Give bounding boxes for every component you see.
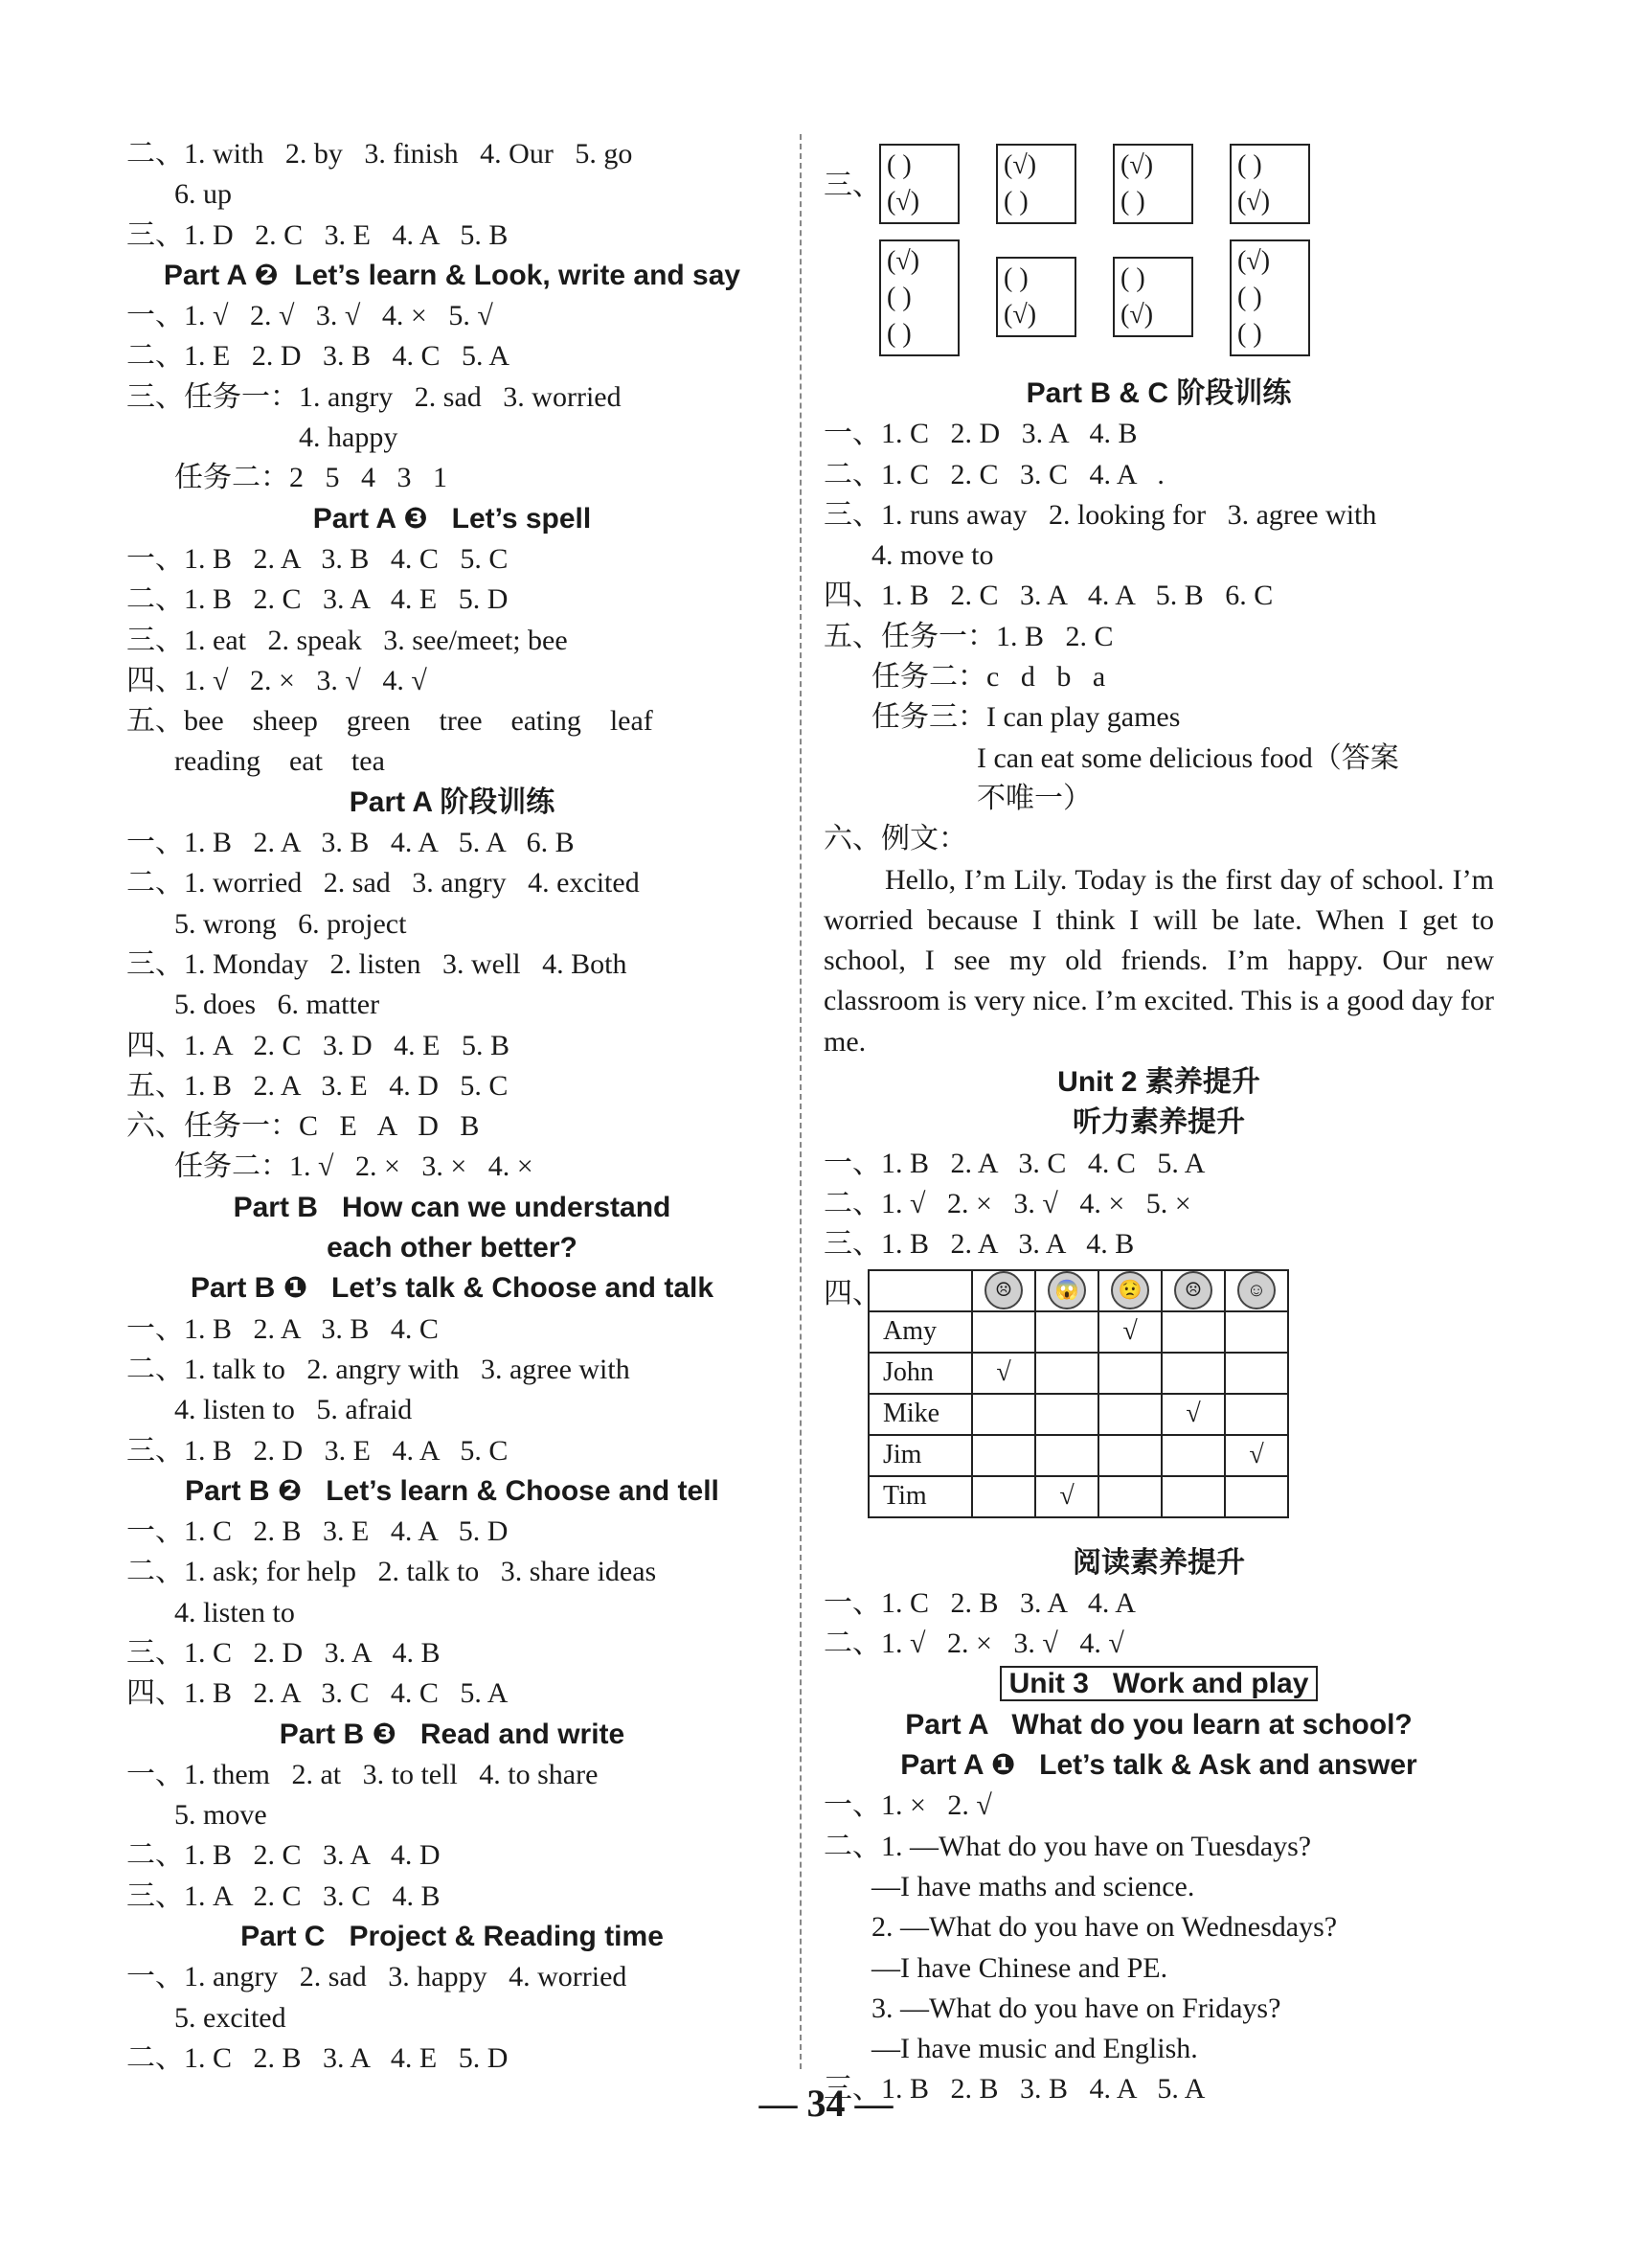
mark-cell xyxy=(1162,1311,1225,1353)
mark-cell xyxy=(1098,1435,1162,1476)
box-mark: ( ) xyxy=(1120,263,1145,293)
mark-cell xyxy=(1098,1394,1162,1435)
worried-face-icon: 😟 xyxy=(1111,1271,1149,1309)
mark-cell xyxy=(1035,1435,1098,1476)
mark-cell: √ xyxy=(1098,1311,1162,1353)
answer-line: 二、1. √ 2. × 3. √ 4. √ xyxy=(824,1628,1124,1660)
table-row xyxy=(869,1476,1288,1517)
essay-label: 六、例文： xyxy=(824,823,967,855)
section-heading: Part B ❶ Let’s talk & Choose and talk xyxy=(190,1272,714,1305)
section-heading: Part B ❷ Let’s learn & Choose and tell xyxy=(185,1474,719,1507)
answer-line: 6. up xyxy=(174,178,232,211)
answer-line: 三、任务一：1. angry 2. sad 3. worried xyxy=(126,380,622,413)
answer-line: 三、1. D 2. C 3. E 4. A 5. B xyxy=(126,218,509,251)
right-bottom-block xyxy=(824,1543,1494,2110)
answer-line: 任务三：I can play games xyxy=(871,701,1181,734)
box-mark: (√) xyxy=(887,246,920,276)
answer-line: —I have music and English. xyxy=(871,2033,1198,2065)
mark-cell xyxy=(1098,1353,1162,1394)
right-top-block xyxy=(824,374,1494,739)
answer-line: 5. wrong 6. project xyxy=(174,907,407,940)
answer-line: 五、bee sheep green tree eating leaf xyxy=(126,705,653,738)
box-mark: ( ) xyxy=(1004,187,1029,216)
answer-line: 4. listen to xyxy=(174,1596,295,1628)
answer-line: 二、1. B 2. C 3. A 4. D xyxy=(126,1839,441,1872)
box-mark: (√) xyxy=(1004,300,1037,330)
answer-line: 二、1. ask; for help 2. talk to 3. share ideas xyxy=(126,1556,657,1588)
section-heading: Part A What do you learn at school? xyxy=(905,1708,1413,1741)
answer-line: 二、1. C 2. C 3. C 4. A . xyxy=(824,458,1165,490)
answer-line: reading eat tea xyxy=(174,745,385,778)
answer-line: 二、1. B 2. C 3. A 4. E 5. D xyxy=(126,583,509,616)
answer-line: 二、1. E 2. D 3. B 4. C 5. A xyxy=(126,340,510,373)
column-divider xyxy=(800,134,802,2069)
face-header-cell xyxy=(972,1270,1035,1311)
box-mark: ( ) xyxy=(1237,150,1262,180)
box-mark: ( ) xyxy=(1120,187,1145,216)
mark-cell: √ xyxy=(972,1353,1035,1394)
answer-box xyxy=(1230,144,1310,224)
answer-line: 二、1. √ 2. × 3. √ 4. × 5. × xyxy=(824,1187,1191,1219)
student-name: Jim xyxy=(869,1435,972,1476)
left-column xyxy=(126,134,778,2079)
answer-line: 5. move xyxy=(174,1799,267,1832)
answer-box xyxy=(879,239,960,356)
section-heading: 阅读素养提升 xyxy=(1073,1546,1245,1579)
answer-line: 一、1. angry 2. sad 3. happy 4. worried xyxy=(126,1961,627,1993)
answer-line: 三、1. B 2. A 3. A 4. B xyxy=(824,1228,1135,1261)
answer-line: 四、1. B 2. C 3. A 4. A 5. B 6. C xyxy=(824,580,1274,612)
mark-cell xyxy=(1225,1353,1288,1394)
answer-line: —I have Chinese and PE. xyxy=(871,1951,1168,1984)
box-mark: ( ) xyxy=(887,319,912,349)
answer-line: 三、1. B 2. D 3. E 4. A 5. C xyxy=(126,1434,509,1467)
answer-line: 一、1. B 2. A 3. B 4. A 5. A 6. B xyxy=(126,827,575,859)
answer-line: 二、1. talk to 2. angry with 3. agree with xyxy=(126,1353,630,1385)
mark-cell xyxy=(1098,1476,1162,1517)
answer-box xyxy=(996,257,1076,337)
answer-line: 三、1. A 2. C 3. C 4. B xyxy=(126,1879,441,1912)
answer-line: 4. happy xyxy=(299,421,398,454)
answer-line: 一、1. B 2. A 3. C 4. C 5. A xyxy=(824,1147,1206,1179)
answer-line: 三、1. Monday 2. listen 3. well 4. Both xyxy=(126,947,627,980)
emotion-table xyxy=(868,1269,1289,1518)
answer-line: 三、1. runs away 2. looking for 3. agree with xyxy=(824,498,1377,531)
answer-line: 一、1. B 2. A 3. B 4. C 5. C xyxy=(126,542,509,575)
mark-cell xyxy=(1225,1394,1288,1435)
essay-paragraph: Hello, I’m Lily. Today is the first day of school. I’m worried because I think I will be late. When I get to school, I see my old friends. I’m happy. Our new classroom is very nice. I’m excited. This is a good day for me. xyxy=(824,863,1494,1058)
mark-cell xyxy=(1225,1476,1288,1517)
boxes-label: 三、 xyxy=(824,170,881,201)
face-header-cell xyxy=(1225,1270,1288,1311)
answer-line: 5. does 6. matter xyxy=(174,989,380,1021)
mark-cell xyxy=(972,1311,1035,1353)
answer-line: 3. —What do you have on Fridays? xyxy=(871,1992,1281,2024)
table-row xyxy=(869,1394,1288,1435)
answer-box xyxy=(879,144,960,224)
happy-face-icon: ☺ xyxy=(1237,1271,1276,1309)
answer-line: 不唯一） xyxy=(977,782,1092,814)
student-name: John xyxy=(869,1353,972,1394)
sad-face-icon: ☹ xyxy=(984,1271,1023,1309)
answer-line: 三、1. eat 2. speak 3. see/meet; bee xyxy=(126,624,568,656)
answer-box xyxy=(1113,144,1193,224)
student-name: Amy xyxy=(869,1311,972,1353)
answer-line: 二、1. —What do you have on Tuesdays? xyxy=(824,1830,1312,1862)
mark-cell: √ xyxy=(1225,1435,1288,1476)
emotion-table-section xyxy=(824,1265,1494,1543)
answer-line: 任务二：c d b a xyxy=(871,661,1106,694)
mark-cell xyxy=(972,1435,1035,1476)
answer-line: 一、1. C 2. D 3. A 4. B xyxy=(824,418,1138,450)
section-heading: Part A ❷ Let’s learn & Look, write and say xyxy=(163,259,741,291)
checkbox-answer-grid xyxy=(824,134,1494,374)
section-heading: Part B ❸ Read and write xyxy=(279,1718,625,1750)
mark-cell xyxy=(1035,1353,1098,1394)
answer-line: 一、1. √ 2. √ 3. √ 4. × 5. √ xyxy=(126,300,493,332)
face-header-cell xyxy=(1035,1270,1098,1311)
answer-line: 一、1. C 2. B 3. A 4. A xyxy=(824,1586,1136,1619)
answer-line: 任务二：1. √ 2. × 3. × 4. × xyxy=(174,1150,533,1183)
box-mark: (√) xyxy=(1120,300,1154,330)
answer-line: 一、1. B 2. A 3. B 4. C xyxy=(126,1312,439,1345)
right-column xyxy=(824,134,1494,2110)
box-mark: ( ) xyxy=(887,283,912,312)
box-mark: ( ) xyxy=(887,150,912,180)
answer-line: 一、1. × 2. √ xyxy=(824,1789,992,1822)
answer-line: 二、1. with 2. by 3. finish 4. Our 5. go xyxy=(126,138,633,170)
mark-cell xyxy=(1035,1394,1098,1435)
unhappy-face-icon: ☹ xyxy=(1174,1271,1212,1309)
right-mid-block xyxy=(824,1062,1494,1264)
answer-line: 五、1. B 2. A 3. E 4. D 5. C xyxy=(126,1069,509,1102)
section-heading: Part A ❸ Let’s spell xyxy=(312,502,592,535)
header-empty-cell xyxy=(869,1270,972,1311)
answer-line: 三、1. B 2. B 3. B 4. A 5. A xyxy=(824,2073,1206,2106)
scared-face-icon: 😱 xyxy=(1048,1271,1086,1309)
answer-line: 六、任务一：C E A D B xyxy=(126,1110,480,1143)
answer-line: 2. —What do you have on Wednesdays? xyxy=(871,1911,1338,1944)
answer-line: 任务二：2 5 4 3 1 xyxy=(174,462,447,494)
answer-line: 一、1. C 2. B 3. E 4. A 5. D xyxy=(126,1515,509,1548)
answer-line: 五、任务一：1. B 2. C xyxy=(824,620,1114,652)
answer-line: 5. excited xyxy=(174,2001,286,2034)
box-mark: ( ) xyxy=(1004,263,1029,293)
mark-cell xyxy=(972,1476,1035,1517)
answer-box xyxy=(1113,257,1193,337)
box-mark: (√) xyxy=(1237,246,1271,276)
student-name: Mike xyxy=(869,1394,972,1435)
table-row xyxy=(869,1435,1288,1476)
section-heading: Unit 2 素养提升 xyxy=(1057,1066,1260,1099)
mark-cell xyxy=(1162,1353,1225,1394)
box-mark: (√) xyxy=(1004,150,1037,180)
answer-line: —I have maths and science. xyxy=(871,1870,1195,1902)
section-heading: each other better? xyxy=(327,1232,577,1264)
section-heading: Part A ❶ Let’s talk & Ask and answer xyxy=(900,1749,1417,1782)
box-mark: ( ) xyxy=(1237,319,1262,349)
answer-line: 二、1. worried 2. sad 3. angry 4. excited xyxy=(126,867,640,899)
answer-line: 一、1. them 2. at 3. to tell 4. to share xyxy=(126,1758,599,1790)
answer-line: 三、1. C 2. D 3. A 4. B xyxy=(126,1636,441,1669)
section-heading: Part B & C 阶段训练 xyxy=(1026,377,1292,409)
answer-box xyxy=(996,144,1076,224)
unit-title xyxy=(824,1664,1494,1704)
box-mark: (√) xyxy=(1237,187,1271,216)
mark-cell xyxy=(1035,1311,1098,1353)
table-row xyxy=(869,1353,1288,1394)
answer-line: 4. move to xyxy=(871,539,994,572)
section-heading: Part A 阶段训练 xyxy=(349,785,555,818)
mark-cell xyxy=(1162,1476,1225,1517)
section-heading: Part C Project & Reading time xyxy=(240,1921,664,1953)
answer-line: 二、1. C 2. B 3. A 4. E 5. D xyxy=(126,2041,509,2074)
mark-cell xyxy=(972,1394,1035,1435)
unit-title-text: Unit 3 Work and play xyxy=(1000,1666,1319,1701)
page-number: — 34 — xyxy=(758,2082,894,2125)
section-heading: 听力素养提升 xyxy=(1073,1106,1245,1139)
answer-line: 4. listen to 5. afraid xyxy=(174,1394,413,1426)
mark-cell: √ xyxy=(1035,1476,1098,1517)
answer-line: 四、1. √ 2. × 3. √ 4. √ xyxy=(126,664,427,696)
answer-box xyxy=(1230,239,1310,356)
answer-line: 四、1. B 2. A 3. C 4. C 5. A xyxy=(126,1677,509,1710)
mark-cell xyxy=(1225,1311,1288,1353)
box-mark: (√) xyxy=(887,187,920,216)
answer-line: I can eat some delicious food（答案 xyxy=(977,741,1399,774)
mark-cell: √ xyxy=(1162,1394,1225,1435)
table-row xyxy=(869,1311,1288,1353)
mark-cell xyxy=(1162,1435,1225,1476)
face-header-cell xyxy=(1162,1270,1225,1311)
table-label: 四、 xyxy=(824,1277,881,1309)
face-header-cell xyxy=(1098,1270,1162,1311)
box-mark: (√) xyxy=(1120,150,1154,180)
answer-line: 四、1. A 2. C 3. D 4. E 5. B xyxy=(126,1029,510,1061)
section-heading: Part B How can we understand xyxy=(233,1191,671,1223)
student-name: Tim xyxy=(869,1476,972,1517)
box-mark: ( ) xyxy=(1237,283,1262,312)
